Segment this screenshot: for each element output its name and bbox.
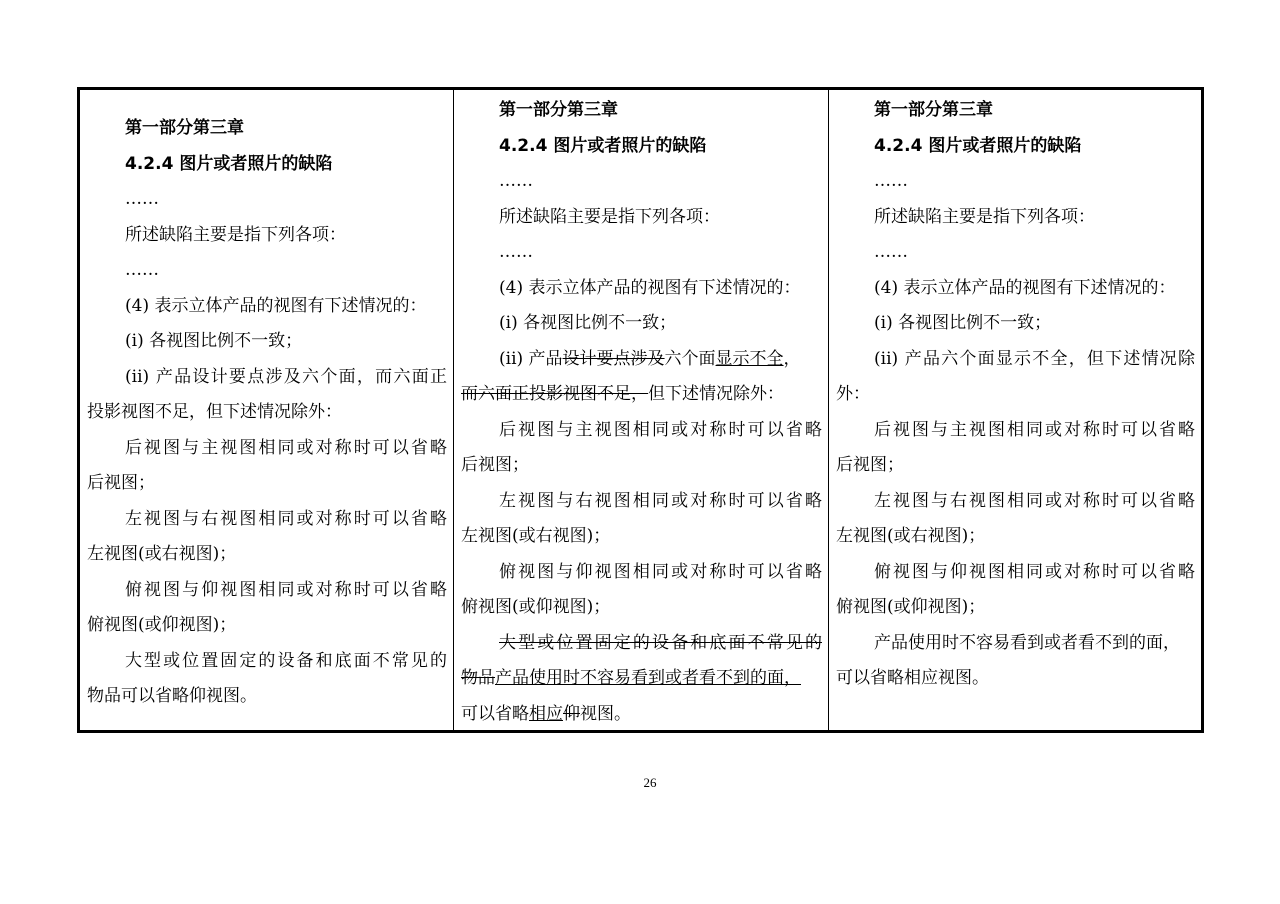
ellipsis: …… bbox=[874, 242, 908, 262]
revision-line bbox=[461, 381, 822, 407]
revision-marked-column bbox=[454, 90, 829, 730]
text-span: (ii) 产品 bbox=[499, 349, 563, 369]
text-line: 所述缺陷主要是指下列各项： bbox=[125, 225, 346, 245]
ellipsis: …… bbox=[499, 242, 533, 262]
text-line: 左视图与右视图相同或对称时可以省略 bbox=[874, 491, 1195, 511]
deleted-text: 物品 bbox=[461, 668, 495, 688]
revised-text-column bbox=[829, 90, 1201, 730]
revision-line bbox=[461, 701, 822, 727]
text-line: 所述缺陷主要是指下列各项： bbox=[874, 207, 1095, 227]
revision-line bbox=[499, 346, 822, 372]
text-line: 俯视图与仰视图相同或对称时可以省略 bbox=[874, 562, 1195, 582]
text-line: 俯视图与仰视图相同或对称时可以省略 bbox=[499, 562, 822, 582]
ellipsis: …… bbox=[125, 189, 159, 209]
section-heading: 4.2.4 图片或者照片的缺陷 bbox=[874, 136, 1082, 156]
text-line: 左视图(或右视图)； bbox=[836, 526, 986, 546]
text-span: 六个面 bbox=[664, 349, 716, 369]
text-line: 俯视图(或仰视图)； bbox=[87, 615, 237, 635]
text-span: 但下述情况除外： bbox=[648, 384, 784, 404]
deleted-text: 大型或位置固定的设备和底面不常见的 bbox=[499, 633, 822, 653]
text-line: 左视图与右视图相同或对称时可以省略 bbox=[125, 509, 447, 529]
text-span: ， bbox=[783, 349, 801, 369]
text-line: (ii) 产品设计要点涉及六个面，而六面正 bbox=[125, 367, 447, 387]
text-line: (i) 各视图比例不一致； bbox=[125, 331, 303, 351]
inserted-text: 显示不全 bbox=[715, 349, 784, 369]
text-line: 后视图； bbox=[461, 455, 529, 475]
text-line: 左视图与右视图相同或对称时可以省略 bbox=[499, 491, 822, 511]
chapter-heading: 第一部分第三章 bbox=[125, 118, 244, 138]
text-line: 产品使用时不容易看到或者看不到的面， bbox=[874, 633, 1180, 653]
text-line: (i) 各视图比例不一致； bbox=[499, 313, 677, 333]
text-line: 左视图(或右视图)； bbox=[461, 526, 611, 546]
text-line: 俯视图(或仰视图)； bbox=[461, 597, 611, 617]
text-line: 后视图与主视图相同或对称时可以省略 bbox=[499, 420, 822, 440]
page-number: 26 bbox=[643, 775, 657, 790]
text-span: 视图。 bbox=[580, 704, 631, 724]
text-line: (i) 各视图比例不一致； bbox=[874, 313, 1052, 333]
chapter-heading: 第一部分第三章 bbox=[874, 100, 993, 120]
text-line: 外： bbox=[836, 384, 870, 404]
inserted-text: 产品使用时不容易看到或者看不到的面， bbox=[495, 668, 801, 688]
ellipsis: …… bbox=[499, 171, 533, 191]
section-heading: 4.2.4 图片或者照片的缺陷 bbox=[125, 154, 333, 174]
text-line: 左视图(或右视图)； bbox=[87, 544, 237, 564]
deleted-text: 而六面正投影视图不足， bbox=[461, 384, 648, 404]
text-line: 可以省略相应视图。 bbox=[836, 668, 989, 688]
section-heading: 4.2.4 图片或者照片的缺陷 bbox=[499, 136, 707, 156]
text-span: 可以省略 bbox=[461, 704, 529, 724]
text-line: 物品可以省略仰视图。 bbox=[87, 686, 257, 706]
ellipsis: …… bbox=[874, 171, 908, 191]
deleted-text: 仰 bbox=[563, 704, 580, 724]
text-line: 后视图与主视图相同或对称时可以省略 bbox=[125, 438, 447, 458]
text-line: 后视图； bbox=[836, 455, 904, 475]
text-line: 大型或位置固定的设备和底面不常见的 bbox=[125, 651, 447, 671]
deleted-text: 设计要点涉及 bbox=[562, 349, 665, 369]
text-line: (4) 表示立体产品的视图有下述情况的： bbox=[874, 278, 1176, 298]
text-line: (4) 表示立体产品的视图有下述情况的： bbox=[125, 296, 427, 316]
text-line: 所述缺陷主要是指下列各项： bbox=[499, 207, 720, 227]
inserted-text: 相应 bbox=[529, 704, 563, 724]
ellipsis: …… bbox=[125, 260, 159, 280]
text-line: 后视图与主视图相同或对称时可以省略 bbox=[874, 420, 1195, 440]
comparison-table bbox=[77, 87, 1204, 733]
text-line: (4) 表示立体产品的视图有下述情况的： bbox=[499, 278, 801, 298]
chapter-heading: 第一部分第三章 bbox=[499, 100, 618, 120]
text-line: 投影视图不足，但下述情况除外： bbox=[87, 402, 342, 422]
revision-line bbox=[461, 665, 822, 691]
text-line: 俯视图与仰视图相同或对称时可以省略 bbox=[125, 580, 447, 600]
text-line: 俯视图(或仰视图)； bbox=[836, 597, 986, 617]
original-text-column bbox=[80, 90, 454, 730]
text-line: (ii) 产品六个面显示不全，但下述情况除 bbox=[874, 349, 1195, 369]
text-line: 后视图； bbox=[87, 473, 155, 493]
